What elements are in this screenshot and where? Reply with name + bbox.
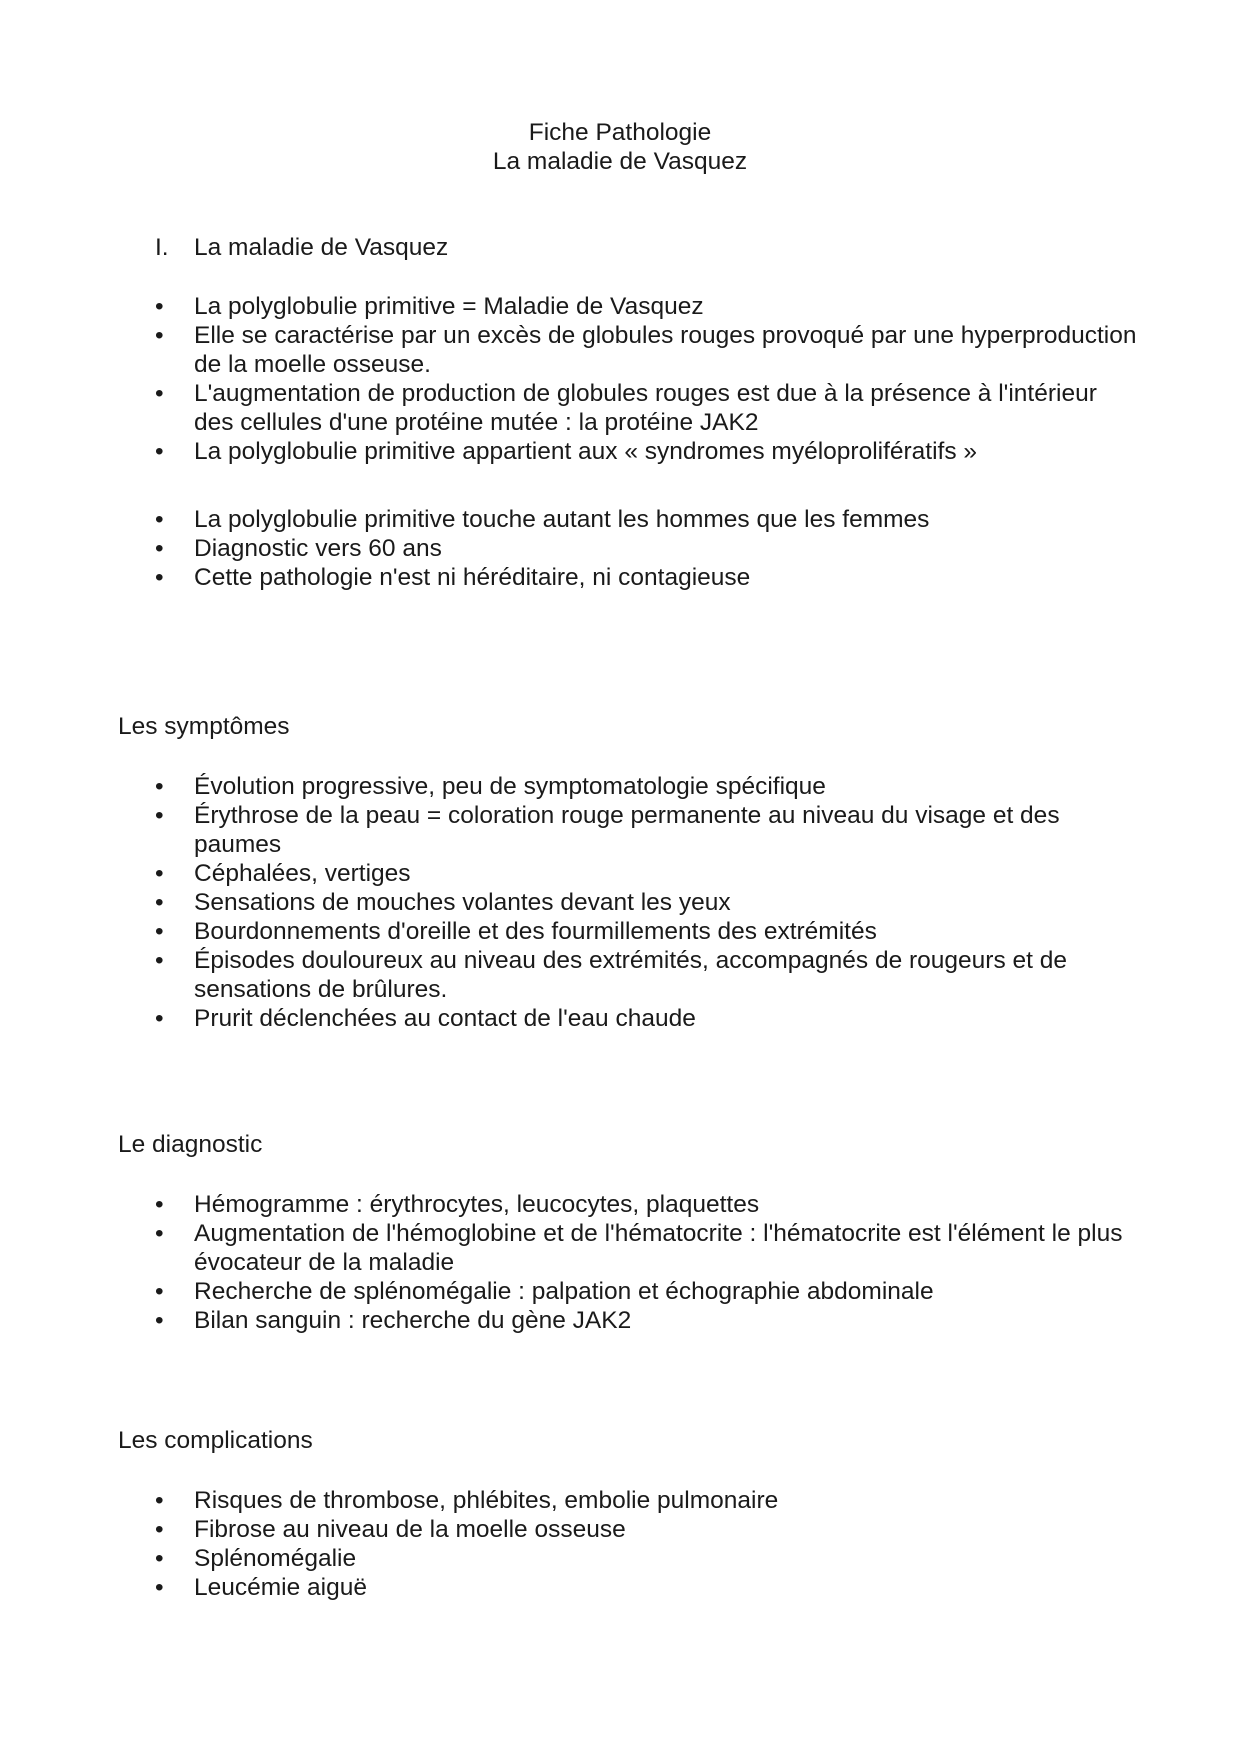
bullet-icon: • (155, 564, 164, 591)
list-item: • Splénomégalie (155, 1545, 357, 1572)
bullet-icon: • (155, 1516, 164, 1543)
bullet-icon: • (155, 535, 164, 562)
list-item: • La polyglobulie primitive touche autant les hommes que les femmes (155, 506, 930, 533)
list-item: • Érythrose de la peau = coloration rouge permanente au niveau du visage et des paumes (155, 802, 1060, 858)
list-item: • La polyglobulie primitive appartient aux « syndromes myéloprolifératifs » (155, 438, 978, 465)
bullet-icon: • (155, 1005, 164, 1032)
heading-symptomes: Les symptômes (118, 713, 290, 740)
heading-complications: Les complications (118, 1427, 313, 1454)
list-item: • Recherche de splénomégalie : palpation et échographie abdominale (155, 1278, 934, 1305)
list-item: • Risques de thrombose, phlébites, embolie pulmonaire (155, 1487, 779, 1514)
bullet-icon: • (155, 860, 164, 887)
list-item: • Bourdonnements d'oreille et des fourmillements des extrémités (155, 918, 877, 945)
bullet-icon: • (155, 1307, 164, 1334)
bullet-icon: • (155, 918, 164, 945)
section-title: La maladie de Vasquez (194, 234, 449, 261)
list-item: • Évolution progressive, peu de symptomatologie spécifique (155, 773, 826, 800)
list-item: • L'augmentation de production de globules rouges est due à la présence à l'intérieur des cellules d'une protéine mutée : la protéine JAK2 (155, 380, 1097, 436)
bullet-icon: • (155, 889, 164, 916)
section-numeral: I. (155, 234, 169, 261)
document-title (0, 118, 1240, 176)
bullet-icon: • (155, 380, 164, 407)
bullet-icon: • (155, 1545, 164, 1572)
bullet-icon: • (155, 293, 164, 320)
list-item: • Leucémie aiguë (155, 1574, 367, 1601)
bullet-icon: • (155, 438, 164, 465)
list-item: • Sensations de mouches volantes devant les yeux (155, 889, 731, 916)
bullet-list-symptomes (155, 772, 1140, 1033)
bullet-icon: • (155, 802, 164, 829)
list-item: • Céphalées, vertiges (155, 860, 411, 887)
bullet-list-overview (155, 292, 1140, 466)
section-heading-1 (155, 233, 448, 262)
bullet-icon: • (155, 1487, 164, 1514)
list-item: • Diagnostic vers 60 ans (155, 535, 442, 562)
bullet-icon: • (155, 1574, 164, 1601)
list-item: • Bilan sanguin : recherche du gène JAK2 (155, 1307, 632, 1334)
list-item: • La polyglobulie primitive = Maladie de Vasquez (155, 293, 704, 320)
bullet-icon: • (155, 1191, 164, 1218)
bullet-icon: • (155, 947, 164, 974)
list-item: • Fibrose au niveau de la moelle osseuse (155, 1516, 626, 1543)
list-item: • Hémogramme : érythrocytes, leucocytes, plaquettes (155, 1191, 760, 1218)
bullet-icon: • (155, 506, 164, 533)
bullet-icon: • (155, 773, 164, 800)
heading-diagnostic: Le diagnostic (118, 1131, 263, 1158)
list-item: • Cette pathologie n'est ni héréditaire, ni contagieuse (155, 564, 751, 591)
bullet-list-epidemiology (155, 505, 1140, 592)
title-line-1: Fiche Pathologie (528, 119, 712, 146)
bullet-icon: • (155, 1278, 164, 1305)
bullet-list-complications (155, 1486, 1140, 1602)
list-item: • Augmentation de l'hémoglobine et de l'hématocrite : l'hématocrite est l'élément le plus évocateur de la maladie (155, 1220, 1123, 1276)
list-item: • Elle se caractérise par un excès de globules rouges provoqué par une hyperproduction de la moelle osseuse. (155, 322, 1137, 378)
bullet-list-diagnostic (155, 1190, 1140, 1335)
title-line-2: La maladie de Vasquez (492, 148, 748, 175)
bullet-icon: • (155, 322, 164, 349)
bullet-icon: • (155, 1220, 164, 1247)
list-item: • Épisodes douloureux au niveau des extrémités, accompagnés de rougeurs et de sensations de brûlures. (155, 947, 1068, 1003)
list-item: • Prurit déclenchées au contact de l'eau chaude (155, 1005, 696, 1032)
